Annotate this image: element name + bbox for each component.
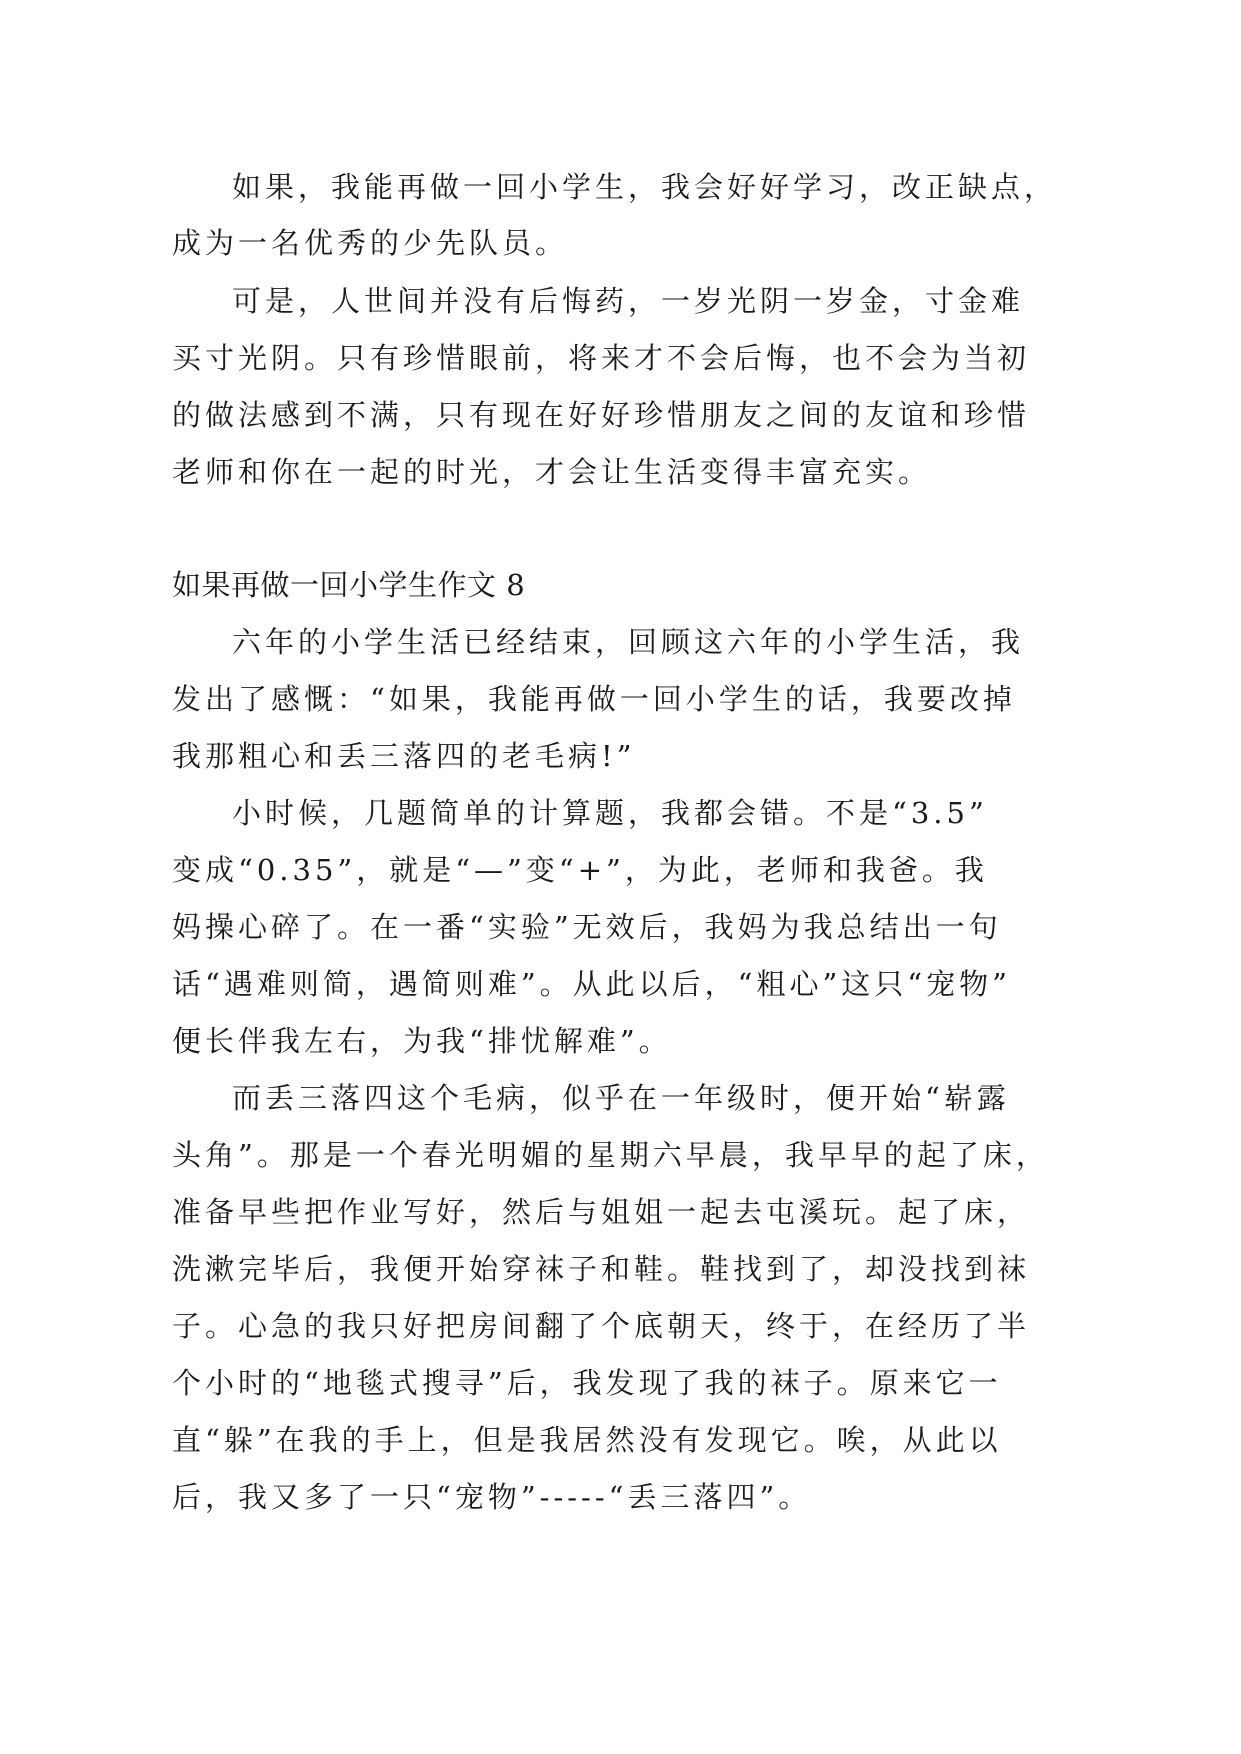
text-line: 小时候，几题简单的计算题，我都会错。不是“3.5” [232,796,988,830]
text-line: 我那粗心和丢三落四的老毛病!” [172,739,636,773]
text-line: 便长伴我左右，为我“排忧解难”。 [172,1024,672,1058]
text-line: 成为一名优秀的少先队员。 [172,226,569,260]
text-line: 准备早些把作业写好，然后与姐姐一起去屯溪玩。起了床， [172,1195,1031,1229]
text-line: 六年的小学生活已经结束，回顾这六年的小学生活，我 [232,625,1025,659]
text-line: 个小时的“地毯式搜寻”后，我发现了我的袜子。原来它一 [172,1366,1002,1400]
text-line: 如果，我能再做一回小学生，我会好好学习，改正缺点， [232,170,1058,204]
text-line: 洗漱完毕后，我便开始穿袜子和鞋。鞋找到了，却没找到袜 [172,1252,1031,1286]
text-line: 而丢三落四这个毛病，似乎在一年级时，便开始“崭露 [232,1081,1010,1115]
text-line: 直“躲”在我的手上，但是我居然没有发现它。唉，从此以 [172,1423,1002,1457]
text-line: 的做法感到不满，只有现在好好珍惜朋友之间的友谊和珍惜 [172,398,1031,432]
text-line: 头角”。那是一个春光明媚的星期六早晨，我早早的起了床， [172,1138,1049,1172]
text-line: 妈操心碎了。在一番“实验”无效后，我妈为我总结出一句 [172,910,1002,944]
text-line: 子。心急的我只好把房间翻了个底朝天，终于，在经历了半 [172,1309,1031,1343]
text-line: 发出了感慨：“如果，我能再做一回小学生的话，我要改掉 [172,682,1016,716]
text-line: 话“遇难则简，遇简则难”。从此以后，“粗心”这只“宠物” [172,967,1011,1001]
text-line: 老师和你在一起的时光，才会让生活变得丰富充实。 [172,455,932,489]
text-line: 后，我又多了一只“宠物”-----“丢三落四”。 [172,1480,812,1514]
text-line: 变成“0.35”，就是“—”变“+”，为此，老师和我爸。我 [172,853,988,887]
text-line: 买寸光阴。只有珍惜眼前，将来才不会后悔，也不会为当初 [172,341,1031,375]
text-line: 可是，人世间并没有后悔药，一岁光阴一岁金，寸金难 [232,284,1025,318]
section-heading: 如果再做一回小学生作文 8 [172,568,526,602]
